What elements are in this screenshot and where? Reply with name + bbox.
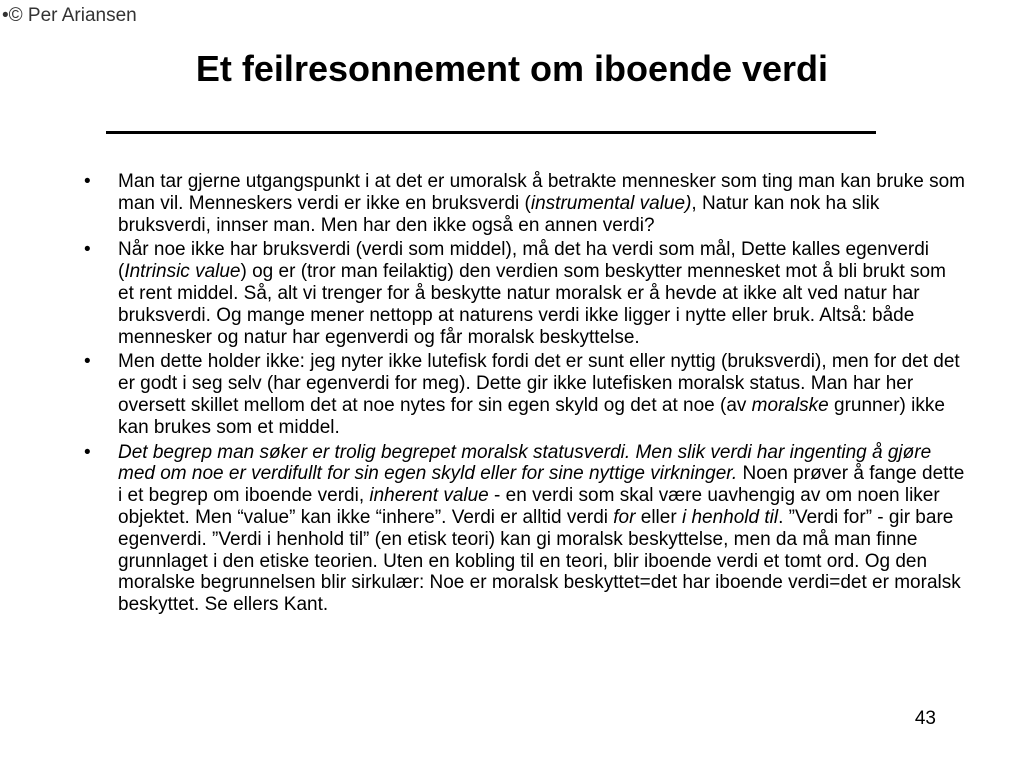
text-segment-italic: moralske (751, 394, 829, 416)
text-segment-italic: instrumental value) (530, 192, 692, 214)
text-segment: Man tar gjerne utgangspunkt i at det er umoralsk å betrakte mennesker som ting man kan bruke som man vil. Menneskers verdi er ikke en bruksverdi ( (118, 171, 965, 214)
bullet-text (118, 171, 965, 236)
slide-title: Et feilresonnement om iboende verdi (195, 48, 829, 89)
bullet-marker: • (84, 239, 91, 261)
text-segment-italic: Det begrep man søker er trolig begrepet moralsk statusverdi. Men slik verdi har ingenting å gjøre med om noe er verdifullt for sin egen skyld eller for sine nyttige virkninger. (118, 441, 932, 485)
bullet-item (78, 351, 966, 438)
bullet-marker: • (84, 441, 91, 463)
text-segment: eller (635, 506, 682, 528)
title-divider (106, 131, 876, 134)
text-segment: Når noe ikke har bruksverdi (verdi som middel), må det ha verdi som mål, Dette kalles egenverdi ( (118, 239, 929, 283)
bullet-item (78, 239, 966, 348)
bullet-list (78, 171, 966, 619)
bullet-text (118, 239, 946, 347)
bullet-marker: • (84, 351, 91, 373)
text-segment-italic: inherent value (369, 485, 489, 507)
text-segment-italic: Intrinsic value (124, 261, 241, 283)
bullet-item (78, 442, 966, 616)
copyright-notice: •© Per Ariansen (2, 5, 137, 26)
page-number: 43 (914, 708, 936, 729)
text-segment: ) og er (tror man feilaktig) den verdien som beskytter mennesket mot å bli brukt som et rent middel. Så, alt vi trenger for å beskytte natur moralsk er å hevde at ikke alt ved natur har bruksverdi. Og mange mener nettopp at naturens verdi ikke ligger i nytte eller bruk. Altså: både mennesker og natur har egenverdi og får moralsk beskyttelse. (118, 261, 946, 348)
text-segment: . ”Verdi for” - gir bare egenverdi. ”Verdi i henhold til” (en etisk teori) kan gi moralsk beskyttelse, men da må man finne grunnlaget i den etiske teorien. Uten en kobling til en teori, blir iboende verdi et tomt ord. Og den moralske begrunnelsen blir sirkulær: Noe er moralsk beskyttet=det har iboende verdi=det er moralsk beskyttet. Se ellers Kant. (118, 506, 961, 616)
text-segment: Noen prøver å fange dette i et begrep om iboende verdi, (118, 463, 965, 507)
text-segment: - en verdi som skal være uavhengig av om noen liker objektet. Men “value” kan ikke “inhere”. Verdi er alltid verdi (118, 485, 940, 528)
text-segment-italic: for (613, 506, 636, 528)
bullet-item (78, 171, 966, 236)
bullet-marker: • (84, 171, 91, 192)
bullet-text (118, 442, 964, 616)
text-segment: grunner) ikke kan brukes som et middel. (118, 394, 945, 438)
bullet-text (118, 351, 960, 437)
text-segment-italic: i henhold til (681, 506, 779, 528)
text-segment: Men dette holder ikke: jeg nyter ikke lutefisk fordi det er sunt eller nyttig (bruksverdi), men for det det er godt i seg selv (har egenverdi for meg). Dette gir ikke lutefisken moralsk status. Man har her oversett skillet mellom det at noe nytes for sin egen skyld og det at noe (av (118, 351, 960, 416)
text-segment: , Natur kan nok ha slik bruksverdi, innser man. Men har den ikke også en annen verdi? (118, 192, 880, 236)
